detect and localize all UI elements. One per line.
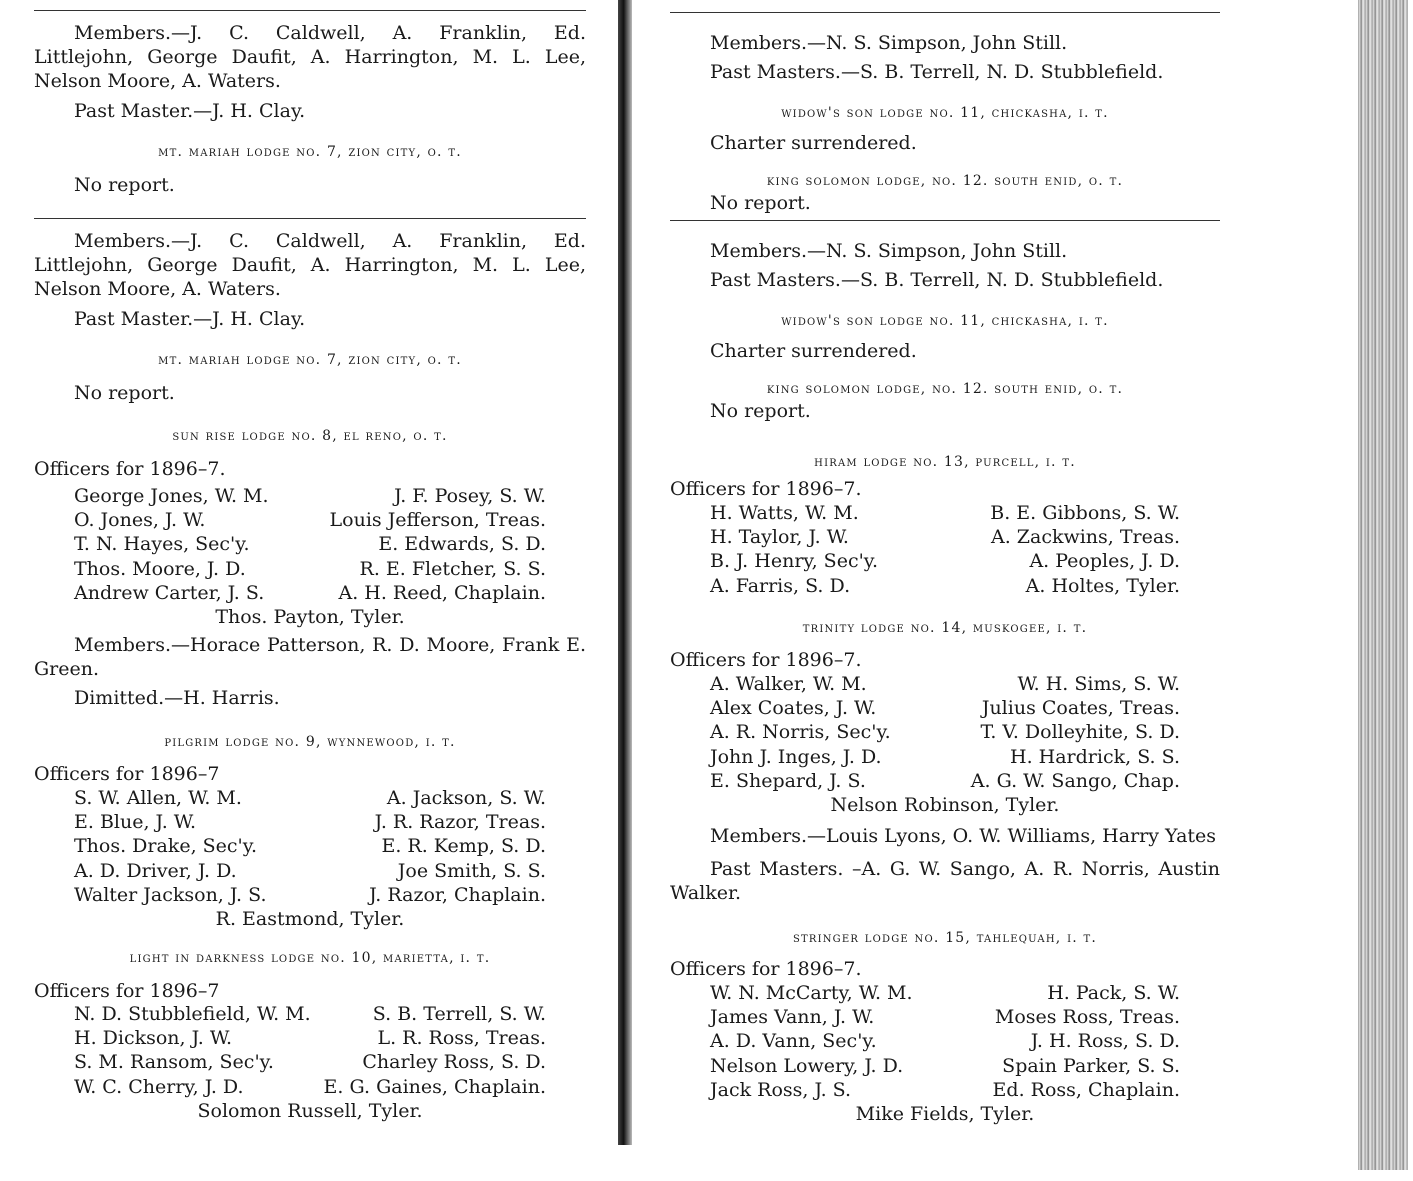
- lodge-heading: trinity lodge no. 14, muskogee, i. t.: [802, 620, 1088, 636]
- top-rule: [34, 10, 586, 11]
- officer-row: Thos. Moore, J. D. R. E. Fletcher, S. S.: [74, 557, 546, 580]
- officer-row: B. J. Henry, Sec'y. A. Peoples, J. D.: [710, 550, 1180, 573]
- officer-row: A. Farris, S. D. A. Holtes, Tyler.: [710, 574, 1180, 597]
- page-gutter: [618, 0, 632, 1145]
- officer-row: A. D. Vann, Sec'y. J. H. Ross, S. D.: [710, 1030, 1180, 1053]
- officers-label: Officers for 1896–7: [34, 980, 220, 1002]
- officers-label: Officers for 1896–7.: [670, 649, 862, 671]
- officers-table: [710, 981, 1180, 1126]
- past-master-line: Past Master.—J. H. Clay.: [74, 100, 306, 122]
- members-line: Members.—N. S. Simpson, John Still.: [710, 32, 1068, 54]
- members-paragraph: Members.—Horace Patterson, R. D. Moore, Frank E. Green.: [34, 634, 586, 680]
- officer-row: A. R. Norris, Sec'y. T. V. Dolleyhite, S. D.: [710, 721, 1180, 744]
- charter-line: Charter surrendered.: [710, 340, 917, 362]
- lodge-heading: hiram lodge no. 13, purcell, i. t.: [814, 454, 1076, 470]
- past-masters-line: Past Masters.—S. B. Terrell, N. D. Stubblefield.: [710, 269, 1164, 291]
- lodge-heading: stringer lodge no. 15, tahlequah, i. t.: [792, 930, 1098, 946]
- members-line: Members.—N. S. Simpson, John Still.: [710, 240, 1068, 262]
- members-paragraph: Members.—J. C. Caldwell, A. Franklin, Ed. Littlejohn, George Daufit, A. Harrington, M. L. Lee, Nelson Moore, A. Waters.: [34, 230, 586, 300]
- officer-row: Nelson Lowery, J. D. Spain Parker, S. S.: [710, 1054, 1180, 1077]
- officer-row: James Vann, J. W. Moses Ross, Treas.: [710, 1006, 1180, 1029]
- section-rule: [670, 220, 1220, 221]
- officers-table: [710, 672, 1180, 817]
- officers-label: Officers for 1896–7: [34, 763, 220, 785]
- lodge-heading: widow's son lodge no. 11, chickasha, i. t.: [781, 105, 1109, 121]
- tyler-line: Mike Fields, Tyler.: [855, 1103, 1035, 1126]
- officer-row: S. W. Allen, W. M. A. Jackson, S. W.: [74, 787, 546, 809]
- lodge-heading: widow's son lodge no. 11, chickasha, i. t.: [781, 313, 1109, 329]
- officer-row: E. Blue, J. W. J. R. Razor, Treas.: [74, 811, 546, 834]
- past-master-line: Past Master.—J. H. Clay.: [74, 308, 306, 330]
- no-report: No report.: [710, 400, 811, 422]
- officer-row: Jack Ross, J. S. Ed. Ross, Chaplain.: [710, 1078, 1180, 1101]
- members-paragraph: Members.—J. C. Caldwell, A. Franklin, Ed. Littlejohn, George Daufit, A. Harrington, M. L. Lee, Nelson Moore, A. Waters.: [34, 22, 586, 92]
- tyler-line: R. Eastmond, Tyler.: [215, 908, 405, 931]
- officers-table: [710, 501, 1180, 598]
- officer-row: T. N. Hayes, Sec'y. E. Edwards, S. D.: [74, 533, 546, 556]
- officer-row: George Jones, W. M. J. F. Posey, S. W.: [74, 485, 546, 507]
- officer-row: Andrew Carter, J. S. A. H. Reed, Chaplain.: [74, 581, 546, 604]
- officer-row: O. Jones, J. W. Louis Jefferson, Treas.: [74, 509, 546, 532]
- no-report: No report.: [74, 174, 175, 196]
- no-report: No report.: [710, 192, 811, 214]
- officer-row: Walter Jackson, J. S. J. Razor, Chaplain.: [74, 883, 546, 906]
- charter-line: Charter surrendered.: [710, 132, 917, 154]
- past-masters-line: Past Masters.—S. B. Terrell, N. D. Stubblefield.: [710, 61, 1164, 83]
- officers-table: [74, 786, 546, 931]
- officer-row: N. D. Stubblefield, W. M. S. B. Terrell, S. W.: [74, 1003, 546, 1025]
- officers-label: Officers for 1896–7.: [34, 458, 226, 480]
- officers-table: [74, 484, 546, 629]
- lodge-heading: light in darkness lodge no. 10, marietta, i. t.: [129, 950, 491, 966]
- officer-row: A. D. Driver, J. D. Joe Smith, S. S.: [74, 859, 546, 882]
- officer-row: A. Walker, W. M. W. H. Sims, S. W.: [710, 673, 1180, 695]
- officer-row: John J. Inges, J. D. H. Hardrick, S. S.: [710, 745, 1180, 768]
- officers-table: [74, 1002, 546, 1123]
- no-report: No report.: [74, 382, 175, 404]
- page-edge-scan: [1358, 0, 1408, 1170]
- section-rule: [34, 218, 586, 219]
- officer-row: W. N. McCarty, W. M. H. Pack, S. W.: [710, 982, 1180, 1004]
- officer-row: S. M. Ransom, Sec'y. Charley Ross, S. D.: [74, 1051, 546, 1074]
- lodge-heading: mt. mariah lodge no. 7, zion city, o. t.: [158, 144, 462, 160]
- members-line: Members.—Louis Lyons, O. W. Williams, Harry Yates: [710, 825, 1217, 847]
- dimitted-line: Dimitted.—H. Harris.: [74, 687, 280, 709]
- lodge-heading: sun rise lodge no. 8, el reno, o. t.: [172, 428, 448, 444]
- officer-row: E. Shepard, J. S. A. G. W. Sango, Chap.: [710, 769, 1180, 792]
- tyler-line: Solomon Russell, Tyler.: [197, 1099, 423, 1122]
- past-masters-paragraph: Past Masters. –A. G. W. Sango, A. R. Norris, Austin Walker.: [670, 858, 1220, 904]
- lodge-heading: pilgrim lodge no. 9, wynnewood, i. t.: [164, 734, 456, 750]
- lodge-heading: king solomon lodge, no. 12. south enid, o. t.: [766, 173, 1124, 189]
- officer-row: Thos. Drake, Sec'y. E. R. Kemp, S. D.: [74, 835, 546, 858]
- lodge-heading: mt. mariah lodge no. 7, zion city, o. t.: [158, 352, 462, 368]
- officers-label: Officers for 1896–7.: [670, 478, 862, 500]
- officer-row: H. Dickson, J. W. L. R. Ross, Treas.: [74, 1027, 546, 1050]
- lodge-heading: king solomon lodge, no. 12. south enid, o. t.: [766, 381, 1124, 397]
- officer-row: H. Watts, W. M. B. E. Gibbons, S. W.: [710, 502, 1180, 524]
- officer-row: H. Taylor, J. W. A. Zackwins, Treas.: [710, 526, 1180, 549]
- officer-row: Alex Coates, J. W. Julius Coates, Treas.: [710, 697, 1180, 720]
- officer-row: W. C. Cherry, J. D. E. G. Gaines, Chaplain.: [74, 1075, 546, 1098]
- tyler-line: Nelson Robinson, Tyler.: [830, 794, 1060, 817]
- tyler-line: Thos. Payton, Tyler.: [215, 606, 405, 629]
- officers-label: Officers for 1896–7.: [670, 958, 862, 980]
- top-rule: [670, 12, 1220, 13]
